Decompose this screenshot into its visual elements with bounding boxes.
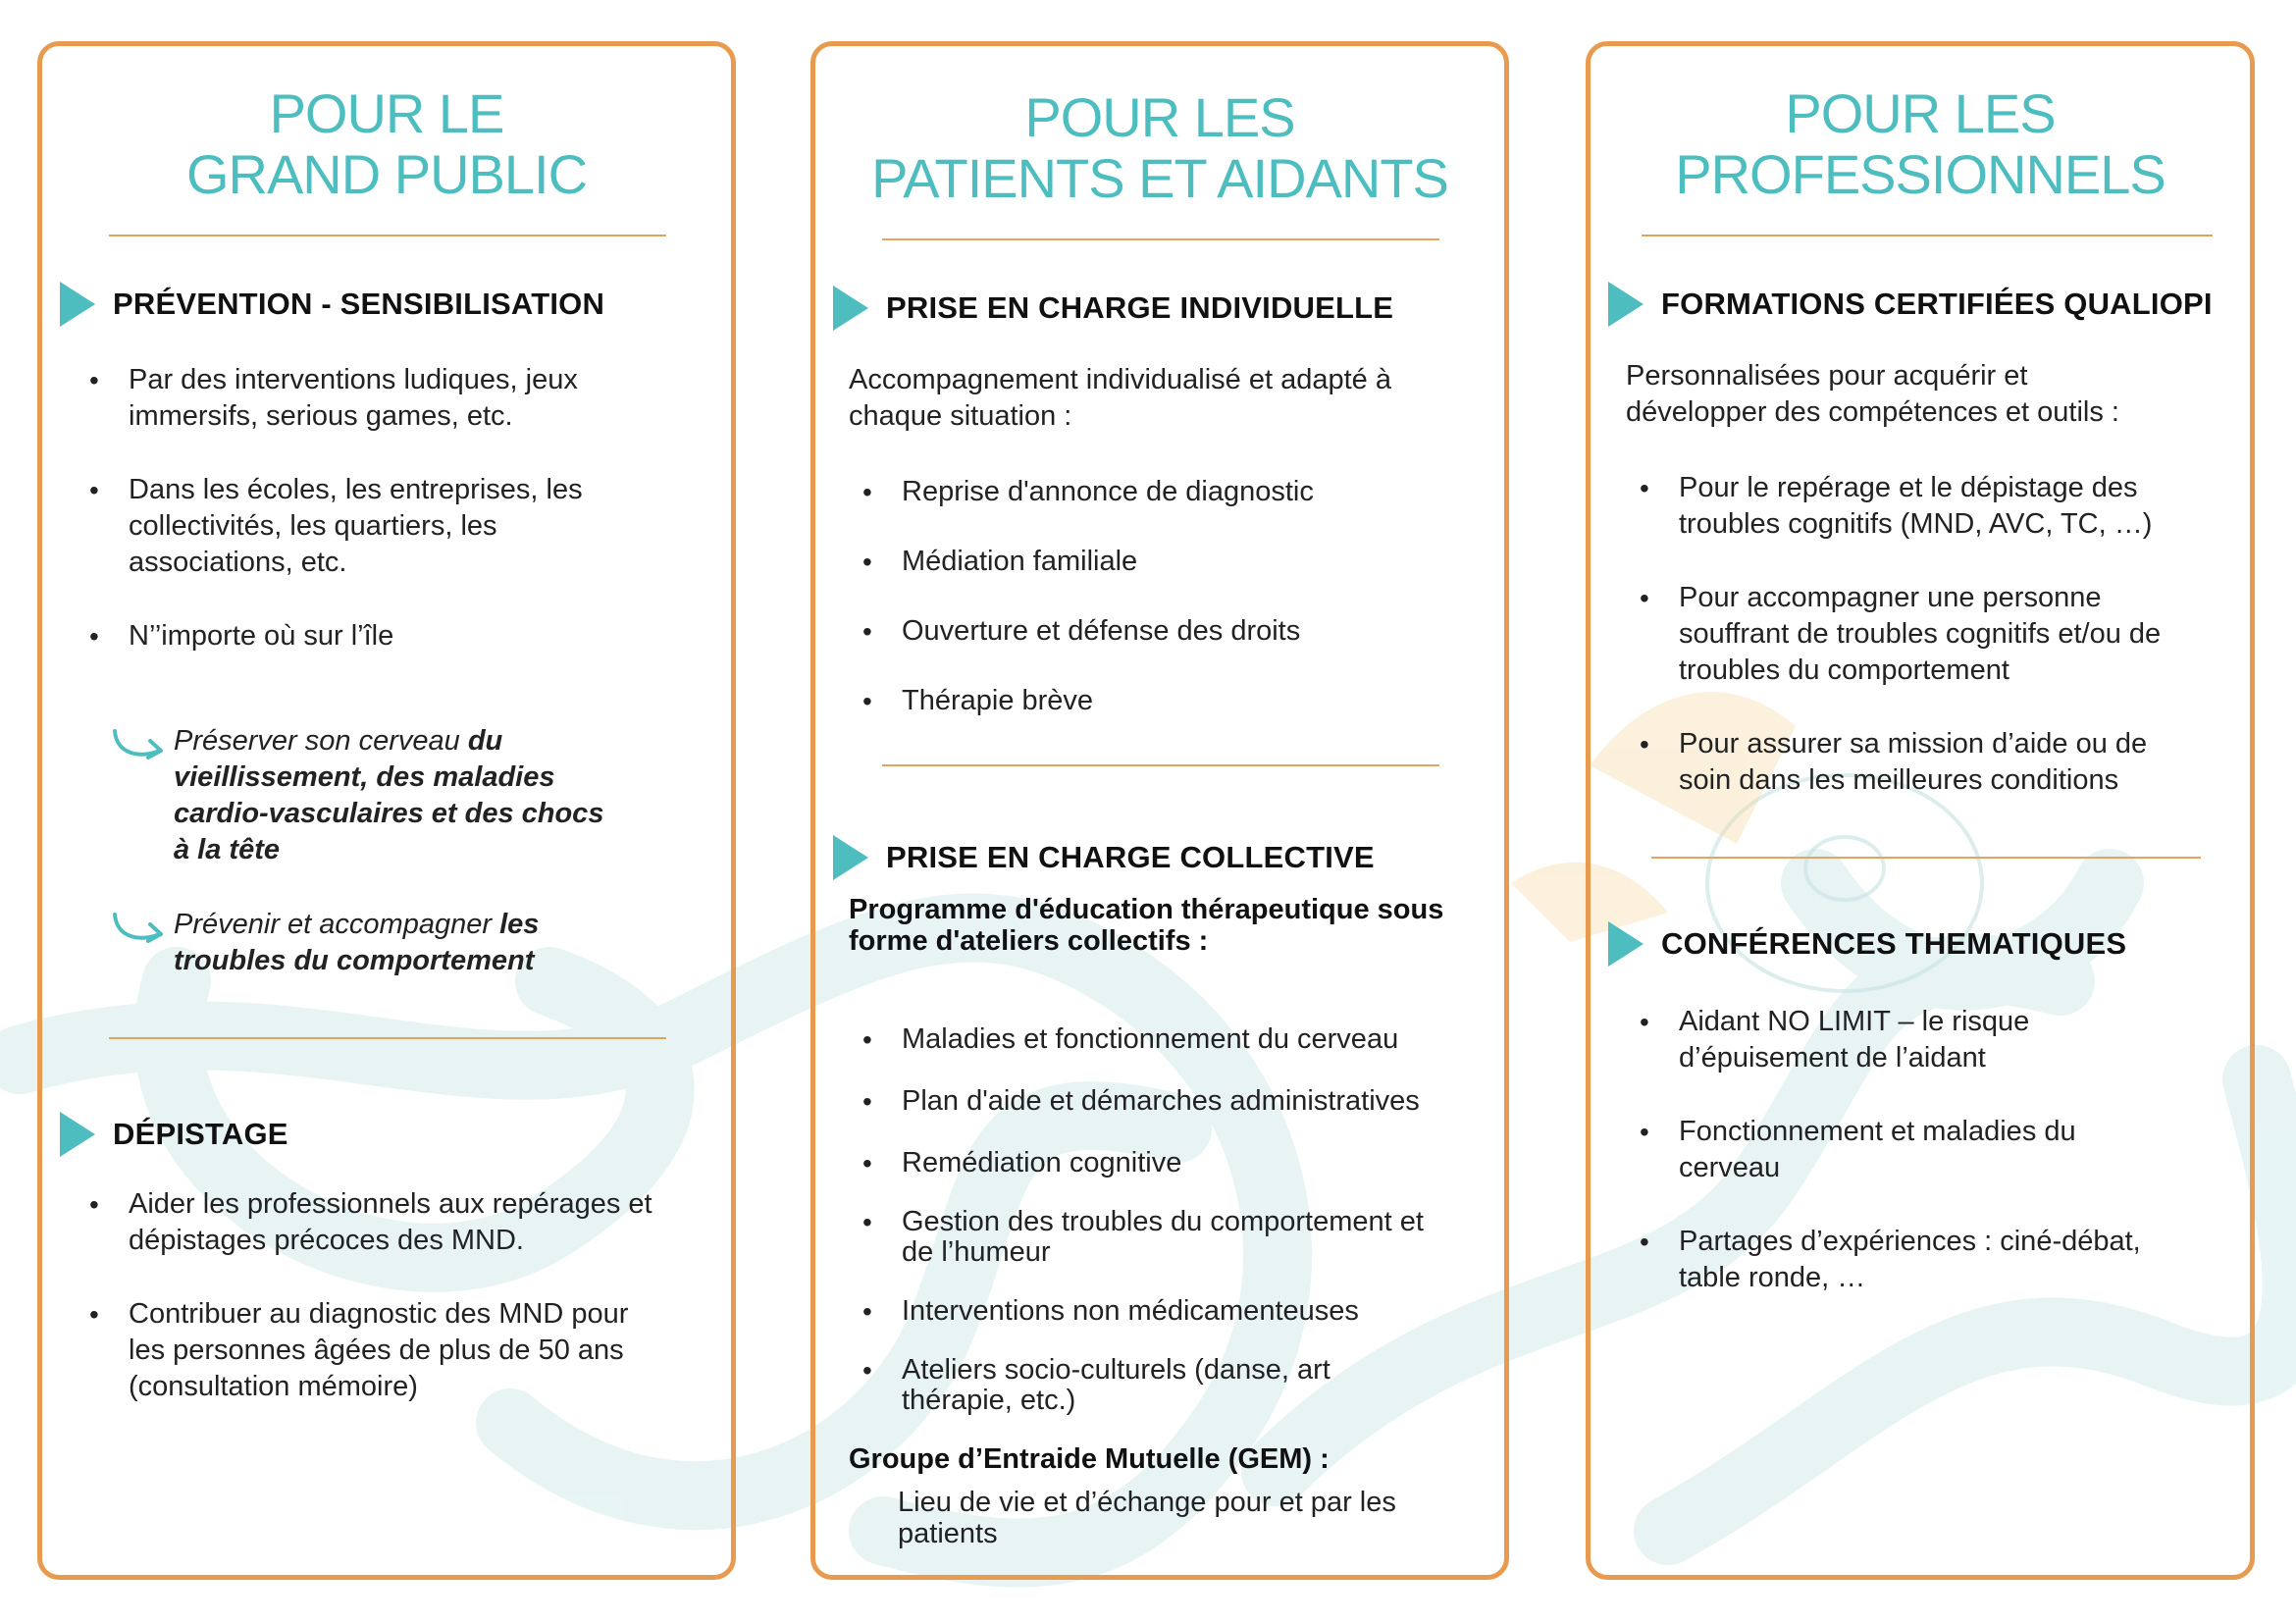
curved-arrow-icon	[111, 725, 166, 764]
collective-subheading: Programme d'éducation thérapeutique sous forme d'ateliers collectifs :	[849, 894, 1444, 957]
list-item: • Ouverture et défense des droits	[861, 613, 1488, 650]
individuelle-list	[861, 474, 1488, 719]
list-item: • Aidant NO LIMIT – le risque d’épuisement de l’aidant	[1638, 1004, 2246, 1076]
arrow-item-text: Préserver son cerveau du vieillissement, des maladies cardio-vasculaires et des chocs à la tête	[174, 725, 604, 865]
divider	[1651, 857, 2201, 859]
formations-intro: Personnalisées pour acquérir et développer des compétences et outils :	[1626, 360, 2119, 428]
section-heading-prevention: PRÉVENTION - SENSIBILISATION	[60, 282, 604, 327]
section-heading-conferences: CONFÉRENCES THEMATIQUES	[1608, 921, 2126, 967]
list-item: • Pour assurer sa mission d’aide ou de soin dans les meilleures conditions	[1638, 726, 2246, 799]
triangle-bullet-icon	[1608, 282, 1644, 327]
list-item: • N’’importe où sur l’île	[87, 618, 715, 654]
column-title: POUR LES PATIENTS ET AIDANTS	[871, 86, 1448, 209]
divider	[109, 235, 666, 236]
column-patients-aidants	[810, 41, 1509, 1580]
list-item: • Remédiation cognitive	[861, 1145, 1498, 1181]
section-heading-collective: PRISE EN CHARGE COLLECTIVE	[833, 835, 1375, 880]
list-item: • Interventions non médicamenteuses	[861, 1293, 1498, 1330]
divider	[1642, 235, 2213, 236]
formations-list	[1638, 470, 2246, 799]
triangle-bullet-icon	[60, 1112, 95, 1157]
list-item: • Médiation familiale	[861, 544, 1488, 580]
list-item: • Dans les écoles, les entreprises, les collectivités, les quartiers, les associations, etc.	[87, 472, 715, 581]
column-title: POUR LES PROFESSIONNELS	[1675, 82, 2166, 205]
section-heading-individuelle: PRISE EN CHARGE INDIVIDUELLE	[833, 286, 1393, 331]
gem-heading: Groupe d’Entraide Mutuelle (GEM) :	[849, 1443, 1330, 1475]
arrow-item-prevenir	[111, 907, 700, 979]
triangle-bullet-icon	[833, 835, 868, 880]
column-title: POUR LE GRAND PUBLIC	[185, 82, 588, 205]
list-item: • Contribuer au diagnostic des MND pour les personnes âgées de plus de 50 ans (consultation mémoire)	[87, 1296, 725, 1405]
section-heading-depistage: DÉPISTAGE	[60, 1112, 288, 1157]
depistage-list	[87, 1186, 725, 1405]
gem-text: Lieu de vie et d’échange pour et par les patients	[898, 1487, 1396, 1549]
curved-arrow-icon	[111, 909, 166, 948]
arrow-item-text: Prévenir et accompagner les troubles du comportement	[174, 909, 540, 976]
triangle-bullet-icon	[833, 286, 868, 331]
triangle-bullet-icon	[60, 282, 95, 327]
list-item: • Maladies et fonctionnement du cerveau	[861, 1021, 1498, 1058]
section-heading-formations: FORMATIONS CERTIFIÉES QUALIOPI	[1608, 282, 2213, 327]
individuelle-intro: Accompagnement individualisé et adapté à chaque situation :	[849, 364, 1391, 432]
arrow-item-preserver	[111, 723, 700, 868]
list-item: • Reprise d'annonce de diagnostic	[861, 474, 1488, 510]
list-item: • Thérapie brève	[861, 683, 1488, 719]
divider	[109, 1037, 666, 1039]
list-item: • Ateliers socio-culturels (danse, art thérapie, etc.)	[861, 1355, 1498, 1416]
column-grand-public	[37, 41, 736, 1580]
triangle-bullet-icon	[1608, 921, 1644, 967]
list-item: • Fonctionnement et maladies du cerveau	[1638, 1114, 2246, 1186]
prevention-list	[87, 362, 715, 654]
list-item: • Partages d’expériences : ciné-débat, table ronde, …	[1638, 1224, 2246, 1296]
list-item: • Gestion des troubles du comportement et de l’humeur	[861, 1207, 1498, 1268]
list-item: • Aider les professionnels aux repérages et dépistages précoces des MND.	[87, 1186, 725, 1259]
list-item: • Plan d'aide et démarches administratives	[861, 1083, 1498, 1120]
conferences-list	[1638, 1004, 2246, 1296]
list-item: • Pour le repérage et le dépistage des troubles cognitifs (MND, AVC, TC, …)	[1638, 470, 2246, 543]
divider	[882, 238, 1439, 240]
collective-list	[861, 1021, 1498, 1416]
column-professionnels	[1586, 41, 2255, 1580]
list-item: • Pour accompagner une personne souffrant de troubles cognitifs et/ou de troubles du comportement	[1638, 580, 2246, 689]
divider	[882, 764, 1439, 766]
list-item: • Par des interventions ludiques, jeux immersifs, serious games, etc.	[87, 362, 715, 435]
